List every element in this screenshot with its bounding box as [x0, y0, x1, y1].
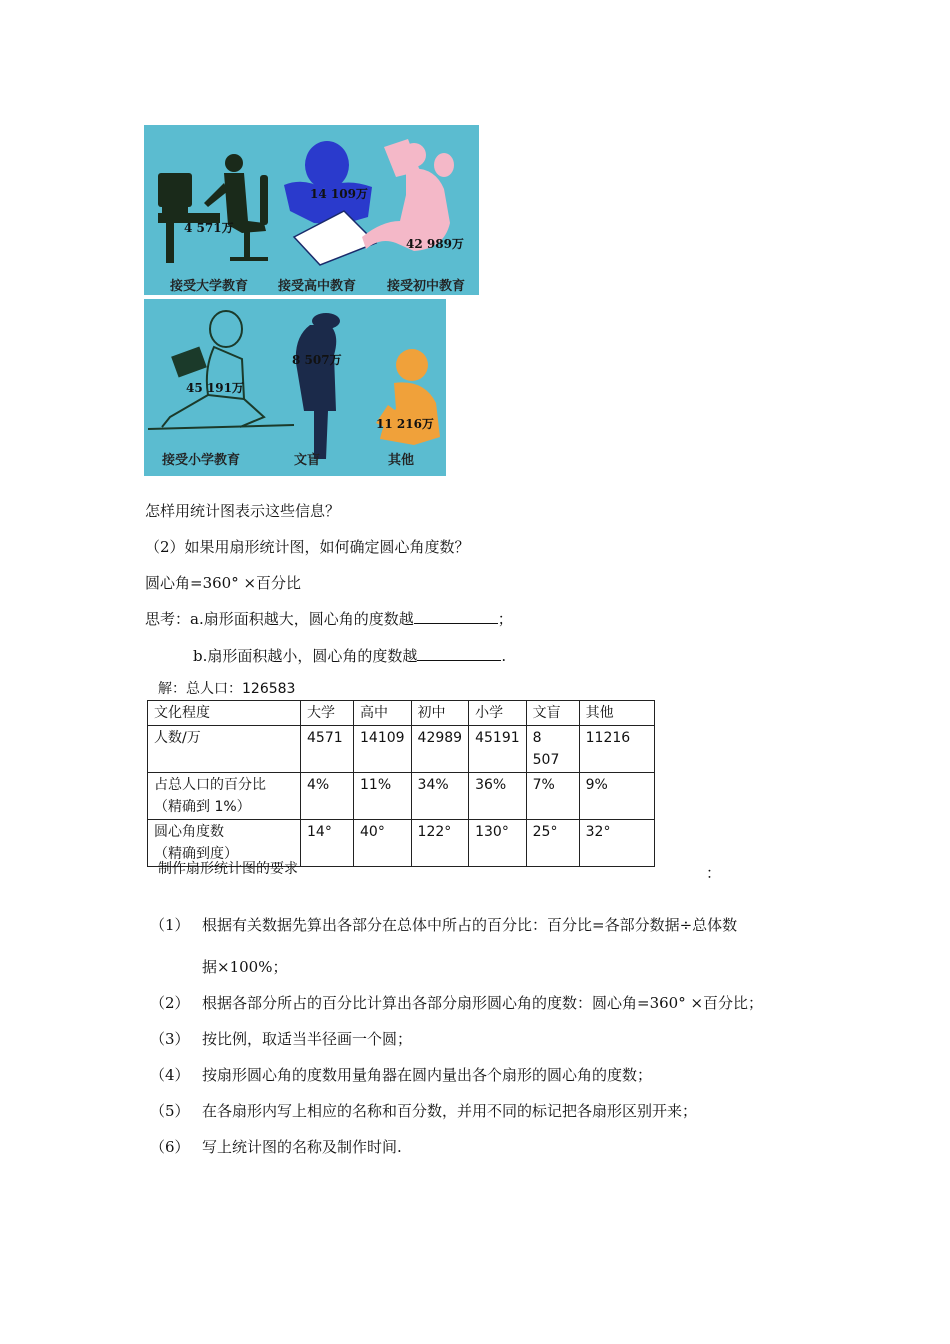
table-cell: 14109 — [354, 726, 412, 773]
table-cell: 大学 — [301, 701, 354, 726]
table-cell: 130° — [469, 820, 527, 867]
row-label: 占总人口的百分比 — [154, 777, 266, 793]
table-cell: 文盲 — [526, 701, 579, 726]
table-cell: 11216 — [579, 726, 654, 773]
primary-count: 45 191万 — [186, 381, 244, 395]
step-text: 在各扇形内写上相应的名称和百分数，并用不同的标记把各扇形区别开来； — [202, 1102, 698, 1120]
caption-highschool: 接受高中教育 — [278, 279, 357, 294]
caption-university: 接受大学教育 — [170, 279, 249, 294]
step-text: 按扇形圆心角的度数用量角器在圆内量出各个扇形的圆心角的度数； — [202, 1066, 653, 1084]
think-a-text: 思考：a.扇形面积越大，圆心角的度数越 — [145, 610, 414, 628]
row-label-note: （精确到度） — [154, 846, 238, 862]
answer-blank-b[interactable] — [417, 646, 501, 661]
table-cell: 34% — [411, 773, 469, 820]
table-header-row — [148, 701, 655, 726]
requirements-colon: ： — [706, 864, 722, 882]
university-count: 4 571万 — [184, 221, 234, 235]
table-cell: 初中 — [411, 701, 469, 726]
highschool-count: 14 109万 — [310, 187, 368, 201]
row-label: 圆心角度数 — [154, 824, 224, 840]
table-cell: 32° — [579, 820, 654, 867]
step-6 — [150, 1136, 402, 1157]
illiterate-silhouette — [296, 313, 340, 459]
primary-student-silhouette — [148, 311, 294, 429]
highschool-student-silhouette — [284, 141, 372, 225]
step-3 — [150, 1028, 412, 1049]
caption-primary: 接受小学教育 — [162, 453, 241, 468]
table-cell: 45191 — [469, 726, 527, 773]
table-cell: 42989 — [411, 726, 469, 773]
step-2 — [150, 992, 763, 1013]
formula-line: 圆心角=360° ×百分比 — [145, 574, 302, 592]
table-cell: 7% — [526, 773, 579, 820]
question-2: （2）如果用扇形统计图，如何确定圆心角度数？ — [145, 538, 470, 556]
education-data-table — [147, 700, 655, 867]
table-cell: 4571 — [301, 726, 354, 773]
solution-line: 解：总人口：126583 — [158, 681, 296, 697]
table-row — [148, 773, 655, 820]
caption-illiterate: 文盲 — [294, 453, 321, 468]
step-number: （6） — [150, 1138, 190, 1156]
step-text: 按比例，取适当半径画一个圆； — [202, 1030, 413, 1048]
education-illustration-top — [144, 125, 479, 295]
think-b-suffix: . — [501, 647, 507, 665]
step-number: （2） — [150, 994, 190, 1012]
caption-other: 其他 — [388, 453, 415, 468]
step-number: （4） — [150, 1066, 190, 1084]
book-shape — [171, 347, 207, 378]
step-text: 写上统计图的名称及制作时间. — [202, 1138, 402, 1156]
think-b-line — [193, 645, 506, 666]
illiterate-count: 8 507万 — [292, 353, 342, 367]
table-cell: 高中 — [354, 701, 412, 726]
answer-blank-a[interactable] — [414, 609, 498, 624]
table-cell: 36% — [469, 773, 527, 820]
row-label-note: （精确到 1%） — [154, 799, 251, 815]
think-a-line — [145, 608, 513, 629]
caption-middleschool: 接受初中教育 — [387, 279, 466, 294]
step-5 — [150, 1100, 697, 1121]
table-cell: 8 507 — [526, 726, 579, 773]
step-text: 根据各部分所占的百分比计算出各部分扇形圆心角的度数：圆心角=360° ×百分比； — [202, 994, 764, 1012]
table-cell — [148, 773, 301, 820]
step-text: 根据有关数据先算出各部分在总体中所占的百分比：百分比=各部分数据÷总体数 — [202, 916, 738, 934]
step-text: 据×100%； — [202, 958, 288, 976]
step-1 — [150, 914, 737, 935]
table-cell: 其他 — [579, 701, 654, 726]
table-cell: 人数/万 — [148, 726, 301, 773]
think-b-text: b.扇形面积越小，圆心角的度数越 — [193, 647, 418, 665]
table-cell: 文化程度 — [148, 701, 301, 726]
middleschool-count: 42 989万 — [406, 237, 464, 251]
think-a-suffix: ； — [497, 610, 513, 628]
step-number: （5） — [150, 1102, 190, 1120]
step-number: （1） — [150, 916, 190, 934]
step-1-continued — [150, 956, 287, 977]
table-cell: 40° — [354, 820, 412, 867]
other-count: 11 216万 — [376, 417, 434, 431]
table-cell: 14° — [301, 820, 354, 867]
question-1: 怎样用统计图表示这些信息？ — [145, 502, 341, 520]
table-cell: 122° — [411, 820, 469, 867]
requirements-heading: 制作扇形统计图的要求 — [158, 861, 298, 877]
table-cell: 9% — [579, 773, 654, 820]
table-row — [148, 726, 655, 773]
table-cell: 小学 — [469, 701, 527, 726]
table-cell: 11% — [354, 773, 412, 820]
table-cell: 25° — [526, 820, 579, 867]
education-illustration-bottom — [144, 299, 446, 476]
people-silhouettes-top — [144, 125, 479, 295]
step-number: （3） — [150, 1030, 190, 1048]
step-4 — [150, 1064, 652, 1085]
table-cell: 4% — [301, 773, 354, 820]
university-student-silhouette — [158, 154, 268, 263]
